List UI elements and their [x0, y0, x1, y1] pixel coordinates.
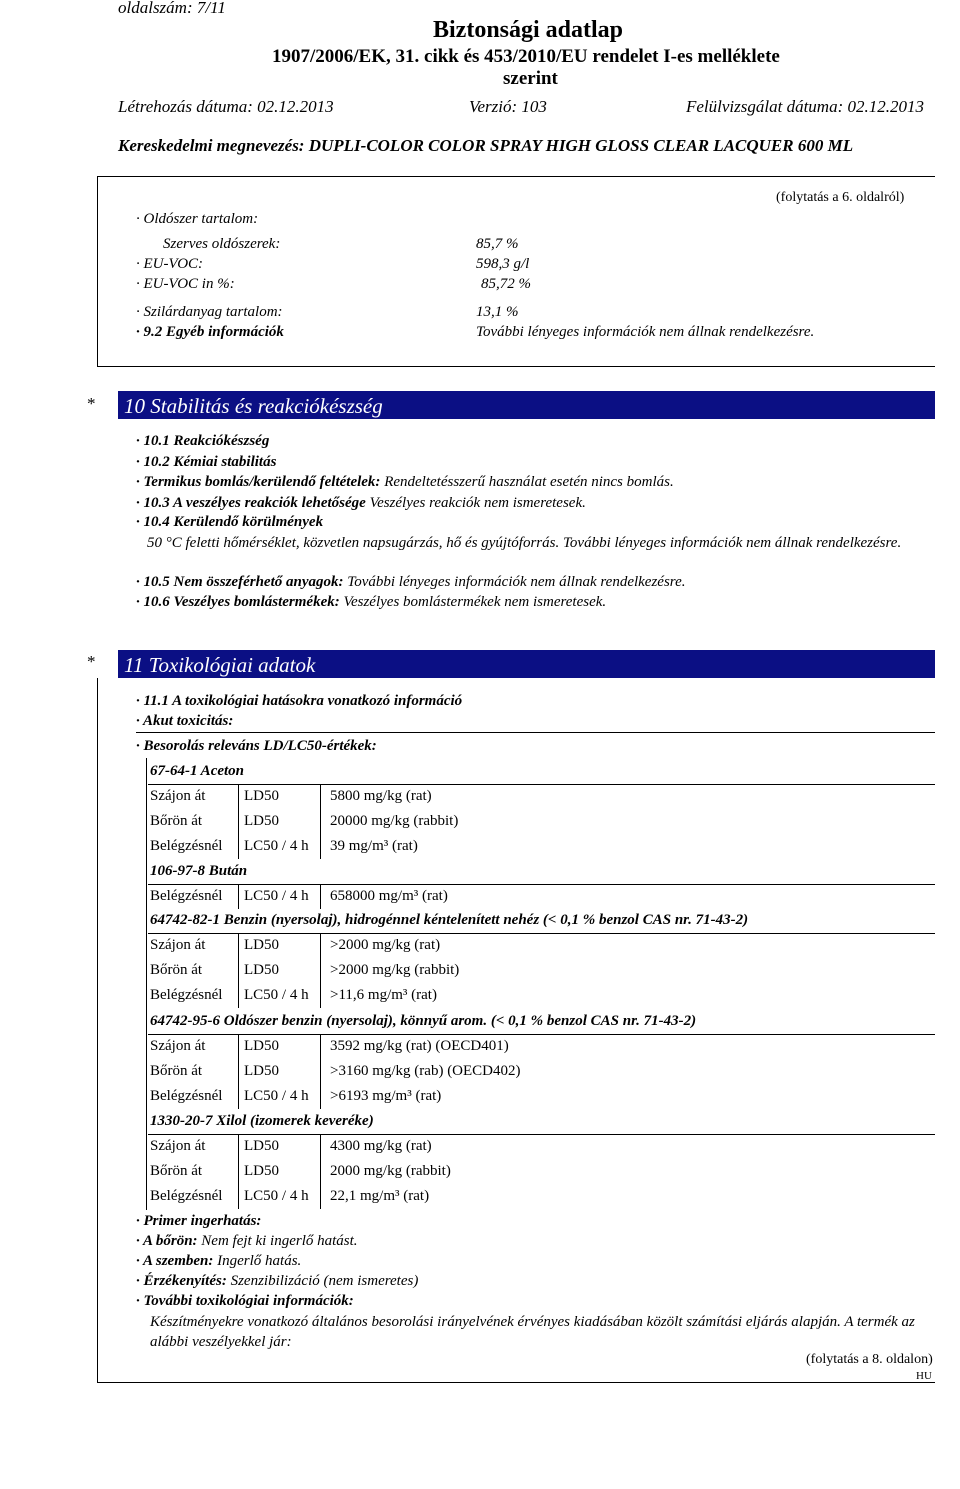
s10-decomposition-products: · 10.6 Veszélyes bomlástermékek: Veszélyes bomlástermékek nem ismeretesek.	[136, 594, 607, 610]
table-column-separator	[238, 884, 239, 909]
page-number: oldalszám: 7/11	[118, 0, 226, 17]
substance-name: 64742-95-6 Oldószer benzin (nyersolaj), könnyű arom. (< 0,1 % benzol CAS nr. 71-43-2)	[150, 1013, 697, 1029]
euvoc-percent-label: · EU-VOC in %:	[136, 276, 235, 292]
toxicity-test: LD50	[244, 813, 279, 829]
toxicity-test: LC50 / 4 h	[244, 987, 309, 1003]
box2-left-border	[97, 678, 98, 1382]
toxicity-value: 5800 mg/kg (rat)	[330, 788, 432, 804]
box-left-border	[97, 176, 98, 366]
s11-eyes: · A szemben: Ingerlő hatás.	[136, 1253, 302, 1269]
toxicity-row	[150, 1138, 550, 1158]
toxicity-value: 20000 mg/kg (rabbit)	[330, 813, 459, 829]
toxicity-test: LC50 / 4 h	[244, 1188, 309, 1204]
toxicity-test: LD50	[244, 1038, 279, 1054]
euvoc-label: · EU-VOC:	[136, 256, 204, 272]
toxicity-row	[150, 788, 550, 808]
toxicity-value: 39 mg/m³ (rat)	[330, 838, 418, 854]
toxicity-row	[150, 1063, 550, 1083]
toxicity-row	[150, 888, 550, 908]
solid-content-value: 13,1 %	[476, 304, 519, 320]
toxicity-value: 4300 mg/kg (rat)	[330, 1138, 432, 1154]
created-date: Létrehozás dátuma: 02.12.2013	[118, 97, 334, 116]
revision-star: *	[87, 394, 96, 413]
toxicity-value: 2000 mg/kg (rabbit)	[330, 1163, 451, 1179]
s11-sensitisation: · Érzékenyítés: Szenzibilizáció (nem ismeretes)	[136, 1273, 419, 1289]
s10-thermal-decomposition: · Termikus bomlás/kerülendő feltételek: Rendeltetésszerű használat esetén nincs bomlás.	[136, 474, 674, 490]
toxicity-route: Belégzésnél	[150, 987, 223, 1003]
toxicity-test: LC50 / 4 h	[244, 838, 309, 854]
regulation-subtitle-2: szerint	[503, 68, 558, 89]
toxicity-test: LC50 / 4 h	[244, 888, 309, 904]
s11-further-info-text: Készítményekre vonatkozó általános besorolási irányelvének érvényes kiadásában közölt számítási eljárás alapján. A termék az alábbi veszélyekkel jár:	[150, 1314, 915, 1350]
toxicity-route: Szájon át	[150, 1038, 206, 1054]
s11-primary-irritation: · Primer ingerhatás:	[136, 1213, 262, 1229]
s10-reactivity: · 10.1 Reakciókészség	[136, 433, 270, 449]
toxicity-row	[150, 1188, 550, 1208]
section-11-heading: 11 Toxikológiai adatok	[118, 650, 935, 678]
box-bottom-border	[97, 366, 935, 367]
solvent-content-label: · Oldószer tartalom:	[136, 211, 259, 227]
organic-solvents-value: 85,7 %	[476, 236, 519, 252]
toxicity-route: Belégzésnél	[150, 888, 223, 904]
euvoc-percent-value: 85,72 %	[481, 276, 531, 292]
toxicity-row	[150, 937, 550, 957]
toxicity-route: Belégzésnél	[150, 1188, 223, 1204]
continued-on: (folytatás a 8. oldalon)	[806, 1352, 933, 1367]
toxicity-route: Bőrön át	[150, 1163, 203, 1179]
s10-conditions-text: 50 °C feletti hőmérséklet, közvetlen napsugárzás, hő és gyújtóforrás. További lényeges információk nem állnak rendelkezésre.	[147, 535, 902, 551]
solid-content-label: · Szilárdanyag tartalom:	[136, 304, 283, 320]
other-info-label: · 9.2 Egyéb információk	[136, 324, 284, 340]
revised-date: Felülvizsgálat dátuma: 02.12.2013	[686, 97, 924, 116]
toxicity-row	[150, 1038, 550, 1058]
s11-acute-toxicity: · Akut toxicitás:	[136, 713, 234, 729]
toxicity-row	[150, 813, 550, 833]
toxicity-value: >2000 mg/kg (rat)	[330, 937, 441, 953]
toxicity-value: >2000 mg/kg (rabbit)	[330, 962, 460, 978]
toxicity-route: Szájon át	[150, 937, 206, 953]
substance-divider	[148, 1034, 935, 1035]
euvoc-value: 598,3 g/l	[476, 256, 530, 272]
toxicity-value: >6193 mg/m³ (rat)	[330, 1088, 442, 1104]
toxicity-test: LC50 / 4 h	[244, 1088, 309, 1104]
table-column-separator	[238, 784, 239, 859]
s11-skin: · A bőrön: Nem fejt ki ingerlő hatást.	[136, 1233, 358, 1249]
table-column-separator	[238, 1134, 239, 1209]
version: Verzió: 103	[469, 97, 547, 116]
regulation-subtitle: 1907/2006/EK, 31. cikk és 453/2010/EU rendelet I-es melléklete	[272, 46, 780, 67]
table-left-border	[146, 758, 147, 1210]
toxicity-value: >3160 mg/kg (rab) (OECD402)	[330, 1063, 521, 1079]
revision-star-11: *	[87, 652, 96, 671]
s11-further-info: · További toxikológiai információk:	[136, 1293, 354, 1309]
document-title: Biztonsági adatlap	[433, 17, 624, 43]
toxicity-row	[150, 962, 550, 982]
box2-bottom-border	[97, 1382, 935, 1383]
toxicity-test: LD50	[244, 962, 279, 978]
toxicity-route: Belégzésnél	[150, 1088, 223, 1104]
table-column-separator	[320, 784, 321, 859]
table-column-separator	[238, 933, 239, 1008]
substance-divider	[148, 884, 935, 885]
toxicity-row	[150, 1088, 550, 1108]
toxicity-value: 22,1 mg/m³ (rat)	[330, 1188, 430, 1204]
toxicity-test: LD50	[244, 1063, 279, 1079]
toxicity-value: 3592 mg/kg (rat) (OECD401)	[330, 1038, 509, 1054]
toxicity-route: Szájon át	[150, 788, 206, 804]
substance-divider	[148, 1134, 935, 1135]
language-code: HU	[916, 1370, 932, 1382]
continued-from: (folytatás a 6. oldalról)	[776, 190, 905, 205]
other-info-value: További lényeges információk nem állnak rendelkezésre.	[476, 324, 815, 340]
toxicity-test: LD50	[244, 1163, 279, 1179]
toxicity-row	[150, 838, 550, 858]
toxicity-test: LD50	[244, 937, 279, 953]
table-column-separator	[320, 884, 321, 909]
s10-hazardous-reactions: · 10.3 A veszélyes reakciók lehetősége Veszélyes reakciók nem ismeretesek.	[136, 495, 586, 511]
table-column-separator	[320, 1134, 321, 1209]
toxicity-row	[150, 987, 550, 1007]
toxicity-test: LD50	[244, 788, 279, 804]
toxicity-value: >11,6 mg/m³ (rat)	[330, 987, 437, 1003]
table-column-separator	[320, 1034, 321, 1109]
toxicity-route: Szájon át	[150, 1138, 206, 1154]
trade-name: Kereskedelmi megnevezés: DUPLI-COLOR COLOR SPRAY HIGH GLOSS CLEAR LACQUER 600 ML	[118, 136, 854, 155]
substance-name: 67-64-1 Aceton	[150, 763, 245, 779]
section-10-heading: 10 Stabilitás és reakciókészség	[118, 391, 935, 419]
s10-chemical-stability: · 10.2 Kémiai stabilitás	[136, 454, 277, 470]
toxicity-test: LD50	[244, 1138, 279, 1154]
substance-name: 64742-82-1 Benzin (nyersolaj), hidrogénnel kéntelenített nehéz (< 0,1 % benzol CAS nr. 71-43-2)	[150, 912, 749, 928]
toxicity-value: 658000 mg/m³ (rat)	[330, 888, 448, 904]
substance-divider	[148, 784, 935, 785]
table-column-separator	[320, 933, 321, 1008]
toxicity-route: Bőrön át	[150, 813, 203, 829]
toxicity-route: Belégzésnél	[150, 838, 223, 854]
s11-ld-lc50-heading: · Besorolás releváns LD/LC50-értékek:	[136, 738, 377, 754]
s10-conditions-to-avoid: · 10.4 Kerülendő körülmények	[136, 514, 324, 530]
organic-solvents-label: Szerves oldószerek:	[163, 236, 281, 252]
substance-name: 1330-20-7 Xilol (izomerek keveréke)	[150, 1113, 374, 1129]
substance-name: 106-97-8 Bután	[150, 863, 248, 879]
s11-info-heading: · 11.1 A toxikológiai hatásokra vonatkozó információ	[136, 693, 463, 709]
toxicity-route: Bőrön át	[150, 1063, 203, 1079]
toxicity-row	[150, 1163, 550, 1183]
s10-incompatible-materials: · 10.5 Nem összeférhető anyagok: További lényeges információk nem állnak rendelkezésre.	[136, 574, 686, 590]
substance-divider	[148, 933, 935, 934]
table-column-separator	[238, 1034, 239, 1109]
box-top-border	[97, 176, 935, 177]
toxicity-route: Bőrön át	[150, 962, 203, 978]
s11-divider	[136, 732, 935, 733]
